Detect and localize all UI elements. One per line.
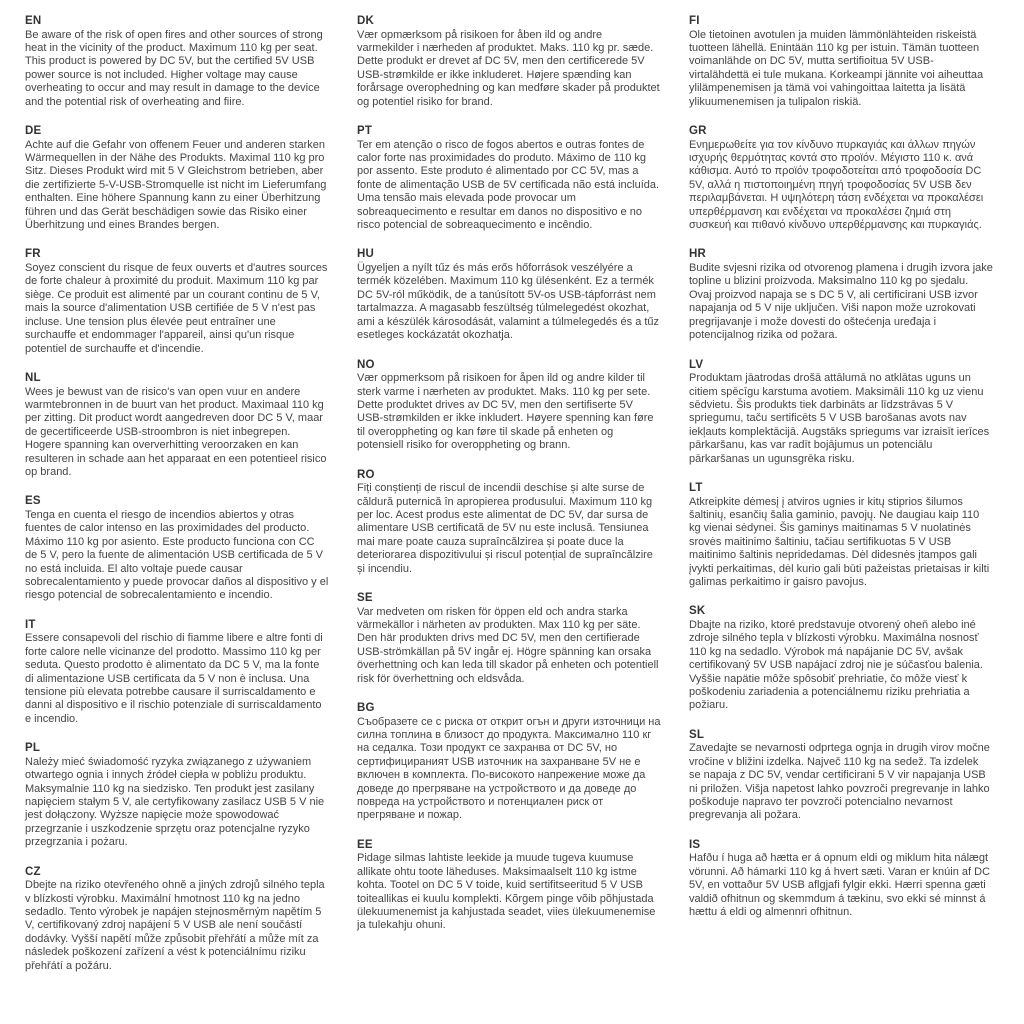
- section-ee: [357, 839, 661, 933]
- lang-code-fi: FI: [689, 15, 700, 27]
- section-de: [25, 125, 329, 232]
- lang-code-se: SE: [357, 591, 373, 604]
- lang-text-it: Essere consapevoli del rischio di fiamme libere e altre fonti di forte calore nelle vicinanze del prodotto. Massimo 110 kg per seduta. Questo prodotto è alimentato da DC 5 V, ma la fonte di alimentazione USB certificata da 5 V non è inclusa. Una tensione più elevata potrebbe causare il surriscaldamento e danni al dispositivo e il rischio potenziale di surriscaldamento e incendio.: [25, 632, 323, 725]
- lang-code-it: IT: [25, 618, 36, 631]
- lang-code-is: IS: [689, 838, 701, 851]
- lang-text-nl: Wees je bewust van de risico's van open vuur en andere warmtebronnen in de buurt van het product. Maximaal 110 kg per zitting. Dit product wordt aangedreven door DC 5 V, maar de gecertificeerde USB-stroombron is niet inbegrepen. Hogere spanning kan oververhitting veroorzaken en kan resulteren in schade aan het apparaat en een potentieel risico op brand.: [25, 385, 327, 478]
- section-sl: [689, 729, 993, 823]
- lang-text-fi: Ole tietoinen avotulen ja muiden lämmönlähteiden riskeistä tuotteen lähellä. Enintään 110 kg per istuin. Tämän tuotteen voimanlähde on DC 5V, mutta sertifioitua 5V USB-virtalähdettä ei tule mukana. Korkeampi jännite voi aiheuttaa ylilämpenemisen ja tämä voi vahingoittaa laitetta ja lisätä ylikuumenemisen ja tulipalon riskiä.: [689, 28, 984, 108]
- lang-text-lt: Atkreipkite dėmesį į atviros ugnies ir kitų stiprios šilumos šaltinių, esančių šalia gaminio, pavojų. Ne daugiau kaip 110 kg vienai sėdynei. Šis gaminys maitinamas 5 V nuolatinės srovės maitinimo šaltiniu, tačiau sertifikuotas 5 V USB maitinimo šaltinis nepridedamas. Dėl didesnės įtampos gali įvykti perkaitimas, dėl kurio gali būti pažeistas prietaisas ir kilti galimas perkaitimo ir gaisro pavojus.: [689, 495, 990, 588]
- lang-code-pl: PL: [25, 742, 41, 755]
- lang-text-sl: Zavedajte se nevarnosti odprtega ognja in drugih virov močne vročine v bližini izdelka. Največ 110 kg na sedež. Ta izdelek se napaja z DC 5V, vendar certificirani 5 V vir napajanja USB ni priložen. Višja napetost lahko povzroči pregrevanje in lahko poškoduje napravo ter povzroči potencialno nevarnost pregrevanja ali požara.: [689, 742, 990, 822]
- section-it: [25, 619, 329, 726]
- lang-code-hu: HU: [357, 248, 375, 261]
- lang-text-ro: Fiți conștienți de riscul de incendii deschise și alte surse de căldură puternică în apropierea produsului. Maximum 110 kg per loc. Acest produs este alimentat de DC 5V, dar sursa de alimentare USB certificată de 5V nu este inclusă. Tensiunea mai mare poate cauza supraîncălzirea și poate duce la deteriorarea dispozitivului și riscul potențial de supraîncălzire și incendiu.: [357, 482, 653, 575]
- lang-text-hu: Ügyeljen a nyílt tűz és más erős hőforrások veszélyére a termék közelében. Maximum 110 kg ülésenként. Ez a termék DC 5V-ról működik, de a tanúsított 5V-os USB-tápforrást nem tartalmazza. A magasabb feszültség túlmelegedést okozhat, ami a készülék károsodását, valamint a túlmelegedés és a tűz esetleges kockázatát okozhatja.: [357, 262, 660, 342]
- section-lt: [689, 482, 993, 589]
- lang-code-bg: BG: [357, 702, 375, 714]
- section-gr: [689, 125, 993, 232]
- lang-code-de: DE: [25, 125, 42, 138]
- lang-text-dk: Vær opmærksom på risikoen for åben ild og andre varmekilder i nærheden af produktet. Maks. 110 kg pr. sæde. Dette produkt er drevet af DC 5V, men den certificerede 5V USB-strømkilde er ikke inkluderet. Højere spænding kan forårsage overophedning og kan medføre skader på produktet og potentiel risiko for brand.: [357, 28, 660, 108]
- section-bg: [357, 702, 661, 823]
- section-en: [25, 15, 329, 109]
- lang-code-ro: RO: [357, 468, 375, 481]
- lang-code-fr: FR: [25, 248, 41, 261]
- lang-code-sk: SK: [689, 605, 706, 618]
- lang-code-es: ES: [25, 495, 41, 508]
- lang-text-hr: Budite svjesni rizika od otvorenog plamena i drugih izvora jake topline u blizini proizvoda. Maksimalno 110 kg po sjedalu. Ovaj proizvod napaja se s DC 5 V, ali certificirani USB izvor napajanja od 5 V nije uključen. Viši napon može uzrokovati pregrijavanje i može dovesti do oštećenja uređaja i potencijalnog rizika od požara.: [689, 262, 993, 342]
- lang-text-cz: Dbejte na riziko otevřeného ohně a jiných zdrojů silného tepla v blízkosti výrobku. Maximální hmotnost 110 kg na jedno sedadlo. Tento výrobek je napájen stejnosměrným napětím 5 V, certifikovaný zdroj napájení 5 V USB ale není součástí dodávky. Vyšší napětí může způsobit přehřátí a může mít za následek poškození zařízení a vést k potenciálnímu riziku přehřátí a požáru.: [25, 879, 325, 972]
- lang-text-se: Var medveten om risken för öppen eld och andra starka värmekällor i närheten av produkten. Max 110 kg per säte. Den här produkten drivs med DC 5V, men den certifierade USB-strömkällan på 5V ingår ej. Högre spänning kan orsaka överhettning och kan leda till skador på enheten och potentiell risk för överhettning och eldsvåda.: [357, 605, 659, 685]
- section-ro: [357, 469, 661, 576]
- lang-text-bg: Съобразете се с риска от открит огън и други източници на силна топлина в близост до продукта. Максимално 110 кг на седалка. Този продукт се захранва от DC 5V, но сертифицираният USB източник на захранване 5V не е включен в комплекта. По-високото напрежение може да доведе до прегряване на устройството и да доведе до повреда на устройството и потенциален риск от прегряване и пожар.: [357, 715, 661, 822]
- lang-code-hr: HR: [689, 248, 707, 261]
- section-is: [689, 839, 993, 920]
- section-fi: [689, 15, 993, 109]
- lang-code-ee: EE: [357, 838, 373, 851]
- lang-text-es: Tenga en cuenta el riesgo de incendios abiertos y otras fuentes de calor intenso en las proximidades del producto. Máximo 110 kg por asiento. Este producto funciona con CC de 5 V, pero la fuente de alimentación USB certificada de 5 V no está incluida. El alto voltaje puede causar sobrecalentamiento y puede provocar daños al dispositivo y el riesgo potencial de sobrecalentamiento e incendio.: [25, 508, 329, 602]
- lang-text-no: Vær oppmerksom på risikoen for åpen ild og andre kilder til sterk varme i nærheten av produktet. Maks. 110 kg per sete. Dette produktet drives av DC 5V, men den sertifiserte 5V USB-strømkilden er ikke inkludert. Høyere spenning kan føre til overoppheting og kan føre til skade på enheten og potensiell risiko for overoppheting og brann.: [357, 372, 654, 452]
- lang-code-no: NO: [357, 358, 375, 371]
- lang-text-ee: Pidage silmas lahtiste leekide ja muude tugeva kuumuse allikate ohtu toote läheduses. Maksimaalselt 110 kg istme kohta. Tootel on DC 5 V toide, kuid sertifitseeritud 5 V USB toiteallikas ei kuulu komplekti. Kõrgem pinge võib põhjustada ülekuumenemist ja kahjustada seadet, viies ülekuumenemise ja tulekahju ohuni.: [357, 852, 656, 932]
- lang-text-de: Achte auf die Gefahr von offenem Feuer und anderen starken Wärmequellen in der Nähe des Produkts. Maximal 110 kg pro Sitz. Dieses Produkt wird mit 5 V Gleichstrom betrieben, aber die zertifizierte 5-V-USB-Stromquelle ist nicht im Lieferumfang enthalten. Eine höhere Spannung kann zu einer Überhitzung führen und das Gerät beschädigen sowie das Risiko einer Überhitzung und eines Brandes bergen.: [25, 138, 327, 232]
- section-lv: [689, 359, 993, 466]
- section-dk: [357, 15, 661, 109]
- section-nl: [25, 372, 329, 479]
- section-pt: [357, 125, 661, 232]
- section-no: [357, 359, 661, 453]
- section-cz: [25, 866, 329, 973]
- section-se: [357, 592, 661, 686]
- lang-text-pt: Ter em atenção o risco de fogos abertos e outras fontes de calor forte nas proximidades do produto. Máximo de 110 kg por assento. Este produto é alimentado por CC 5V, mas a fonte de alimentação USB de 5V certificada não está incluída. Uma tensão mais elevada pode provocar um sobreaquecimento e resultar em danos no dispositivo e no risco potencial de sobreaquecimento e incêndio.: [357, 138, 660, 232]
- lang-text-en: Be aware of the risk of open fires and other sources of strong heat in the vicinity of the product. Maximum 110 kg per seat. This product is powered by DC 5V, but the certified 5V USB power source is not included. Higher voltage may cause overheating to occur and may result in damage to the device and the potential risk of overheating and fiire.: [25, 28, 323, 108]
- lang-text-sk: Dbajte na riziko, ktoré predstavuje otvorený oheň alebo iné zdroje silného tepla v blízkosti výrobku. Maximálna nosnosť 110 kg na sedadlo. Výrobok má napájanie DC 5V, avšak certifikovaný 5V USB napájací zdroj nie je súčasťou balenia. Vyššie napätie môže spôsobiť prehriatie, čo môže viesť k poškodeniu zariadenia a potenciálnemu riziku prehriatia a požiaru.: [689, 618, 983, 712]
- section-es: [25, 495, 329, 602]
- lang-code-nl: NL: [25, 371, 41, 384]
- lang-text-pl: Należy mieć świadomość ryzyka związanego z używaniem otwartego ognia i innych źródeł ciepła w pobliżu produktu. Maksymalnie 110 kg na siedzisko. Ten produkt jest zasilany napięciem stałym 5 V, ale certyfikowany zasilacz USB 5 V nie jest dołączony. Wyższe napięcie może spowodować przegrzanie i uszkodzenie sprzętu oraz potencjalne ryzyko przegrzania i pożaru.: [25, 755, 325, 849]
- lang-text-is: Hafðu í huga að hætta er á opnum eldi og miklum hita nálægt vörunni. Að hámarki 110 kg á hvert sæti. Varan er knúin af DC 5V, en vottaður 5V USB aflgjafi fylgir ekki. Hærri spenna gæti valdið ofhitnun og skemmdum á tækinu, svo ekki sé minnst á hættu á eldi og almennri ofhitnun.: [689, 852, 991, 919]
- lang-code-pt: PT: [357, 125, 373, 138]
- lang-code-en: EN: [25, 15, 42, 27]
- section-hr: [689, 248, 993, 342]
- column-1: [25, 15, 329, 1024]
- lang-text-gr: Ενημερωθείτε για τον κίνδυνο πυρκαγιάς και άλλων πηγών ισχυρής θερμότητας κοντά στο προϊόν. Μέγιστο 110 κ. ανά κάθισμα. Αυτό το προϊόν τροφοδοτείται από τροφοδοσία DC 5V, αλλά η πιστοποιημένη πηγή τροφοδοσίας 5V USB δεν περιλαμβάνεται. Η υψηλότερη τάση ενδέχεται να προκαλέσει υπερθέρμανση και ενδέχεται να προκαλέσει ζημιά στη συσκευή και πιθανό κίνδυνο υπερθέρμανσης και πυρκαγιάς.: [689, 138, 984, 232]
- section-hu: [357, 248, 661, 342]
- lang-code-lt: LT: [689, 481, 703, 494]
- lang-text-fr: Soyez conscient du risque de feux ouverts et d'autres sources de forte chaleur à proximité du produit. Maximum 110 kg par siège. Ce produit est alimenté par un courant continu de 5 V, mais la source d'alimentation USB certifiée de 5 V n'est pas incluse. Une tension plus élevée peut entraîner une surchauffe et endommager l'appareil, ainsi qu'un risque potentiel de surchauffe et d'incendie.: [25, 262, 328, 355]
- lang-code-lv: LV: [689, 358, 704, 371]
- lang-text-lv: Produktam jāatrodas drošā attālumā no atklātas uguns un citiem spēcīgu karstuma avotiem. Maksimāli 110 kg uz vienu sēdvietu. Šis produkts tiek darbināts ar līdzstrāvas 5 V spriegumu, taču sertificēts 5 V USB barošanas avots nav iekļauts komplektācijā. Augstāks spriegums var izraisīt ierīces pārkaršanu, kas var radīt bojājumus un potenciālu pārkaršanas un ugunsgrēka risku.: [689, 372, 990, 465]
- column-3: [689, 15, 993, 1024]
- section-sk: [689, 605, 993, 712]
- lang-code-sl: SL: [689, 728, 705, 741]
- lang-code-cz: CZ: [25, 865, 41, 878]
- section-fr: [25, 248, 329, 355]
- lang-code-gr: GR: [689, 125, 707, 138]
- column-2: [357, 15, 661, 1024]
- section-pl: [25, 742, 329, 849]
- lang-code-dk: DK: [357, 15, 375, 27]
